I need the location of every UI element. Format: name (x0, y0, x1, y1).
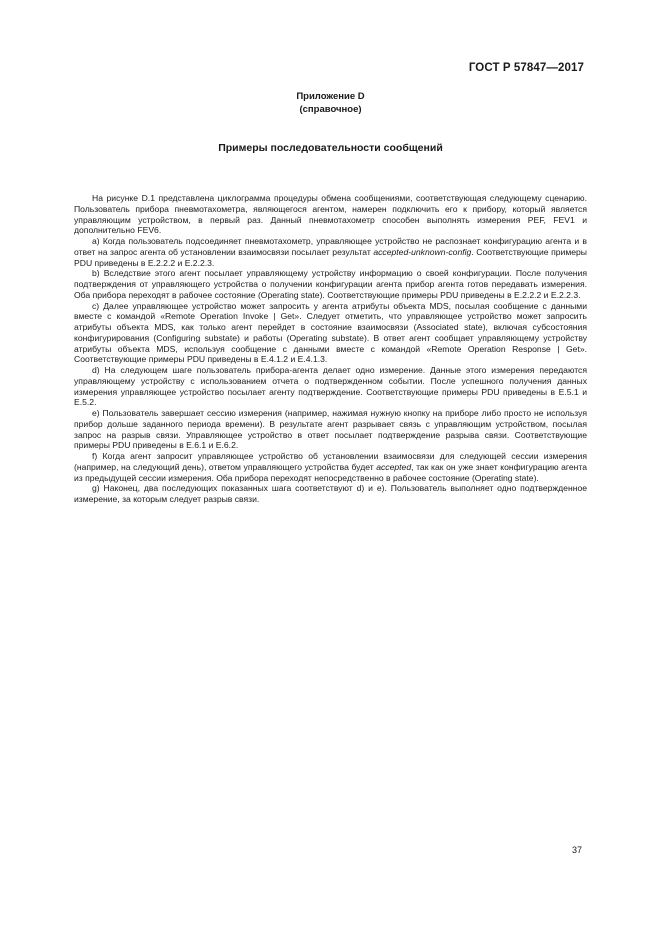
annex-heading (0, 91, 661, 116)
paragraph-intro: На рисунке D.1 представлена циклограмма процедуры обмена сообщениями, соответствующая следующему сценарию. Пользователь прибора пневмотахометра, являющегося агентом, намерен подключить его к прибору, который является управляющим устройством, в первый раз. Данный пневмотахометр способен выполнять измерения PEF, FEV1 и дополнительно FEV6. (74, 193, 587, 236)
paragraph-a-text: a) Когда пользователь подсоединяет пневмотахометр, управляющее устройство не распознает конфигурацию агента и в ответ на запрос агента об установлении взаимосвязи посылает результат (74, 236, 587, 257)
paragraph-f-text-end: , так как он уже знает конфигурацию агента из предыдущей сессии измерения. Оба прибора переходят непосредственно в рабочее состояние (Operating state). (74, 461, 587, 483)
paragraph-f-emphasis: accepted (376, 461, 412, 472)
paragraph-e: e) Пользователь завершает сессию измерения (например, нажимая нужную кнопку на приборе либо просто не используя прибор дольше заданного периода времени). В результате агент разрывает связь с управляющим устройством, посылая запрос на разрыв связи. Управляющее устройство в ответ посылает подтверждение разрыва связи. Соответствующие примеры PDU приведены в E.6.1 и E.6.2. (74, 408, 587, 451)
paragraph-f (74, 451, 587, 483)
paragraph-b: b) Вследствие этого агент посылает управляющему устройству информацию о своей конфигурации. После получения подтверждения от управляющего устройства о получении конфигурации агента прибор агента готов передавать измерения. Оба прибора переходят в рабочее состояние (Operating state). Соответствующие примеры PDU приведены в E.2.2.2 и E.2.2.3. (74, 268, 587, 300)
paragraph-a-emphasis: accepted-unknown-config (373, 246, 472, 257)
annex-subtitle: (справочное) (299, 103, 362, 115)
paragraph-f-text: f) Когда агент запросит управляющее устройство об установлении взаимосвязи для следующей сессии измерения (например, на следующий день), ответом управляющего устройства будет (74, 451, 587, 472)
page-number: 37 (571, 845, 582, 855)
paragraph-a (74, 236, 587, 268)
paragraph-g: g) Наконец, два последующих показанных шага соответствуют d) и e). Пользователь выполняет одно подтвержденное измерение, за которым следует разрыв связи. (74, 483, 587, 504)
paragraph-c: c) Далее управляющее устройство может запросить у агента атрибуты объекта MDS, посылая сообщение с данными вместе с командой «Remote Operation Invoke | Get». Следует отметить, что управляющее устройство может запросить атрибуты объекта MDS, как только агент перейдет в состояние взаимосвязи (Associated state), включая субсостояния конфигурирования (Configuring substate) и работы (Operating substate). В ответ агент сообщает управляющему устройству атрибуты объекта MDS, используя сообщение с данными вместе с командой «Remote Operation Response | Get». Соответствующие примеры PDU приведены в E.4.1.2 и E.4.1.3. (74, 300, 587, 365)
paragraph-d: d) На следующем шаге пользователь прибора-агента делает одно измерение. Данные этого измерения передаются управляющему устройству с использованием отчета о подтвержденном событии. После успешного получения данных измерения управляющее устройство посылает агенту подтверждение. Соответствующие примеры PDU приведены в E.5.1 и E.5.2. (74, 365, 587, 408)
body-text (74, 193, 587, 505)
standard-number: ГОСТ Р 57847—2017 (468, 62, 584, 74)
section-title: Примеры последовательности сообщений (218, 142, 443, 154)
annex-title: Приложение D (296, 91, 365, 102)
paragraph-a-text-end: . Соответствующие примеры PDU приведены в E.2.2.2 и E.2.2.3. (74, 246, 587, 268)
